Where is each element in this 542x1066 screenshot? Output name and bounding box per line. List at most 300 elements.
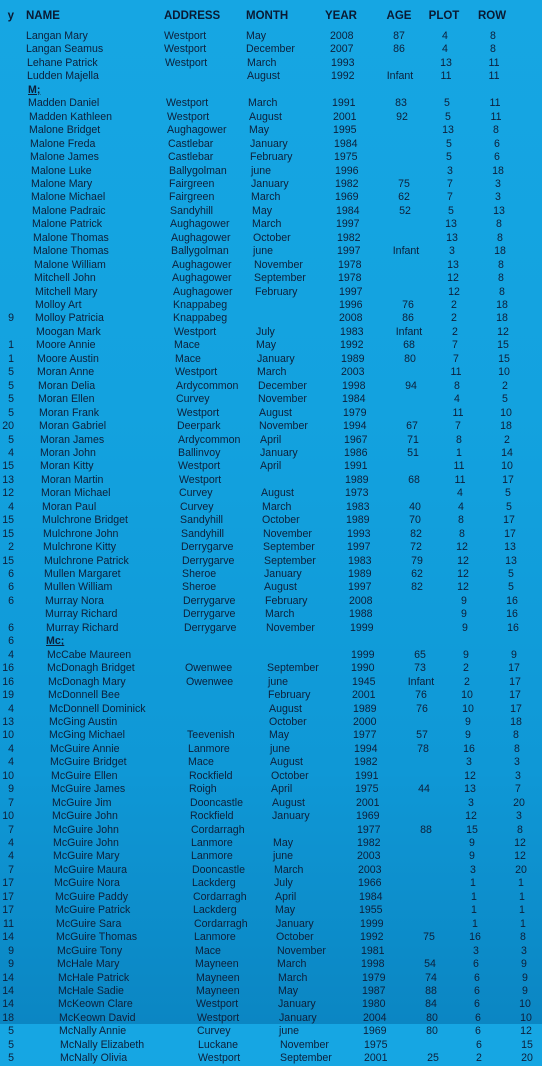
row-plot: 12 [456, 541, 468, 554]
row-month: November [259, 420, 308, 433]
row-year: 1989 [345, 473, 369, 486]
row-plot: 2 [451, 312, 457, 325]
row-month: February [250, 151, 293, 164]
row-year: 1975 [364, 1038, 388, 1051]
header-pre: y [7, 10, 14, 22]
row-age: Infant [395, 325, 423, 338]
row-year: 1996 [339, 299, 363, 311]
row-name: Malone Padraic [32, 204, 106, 217]
row-month: November [266, 621, 315, 634]
row-prefix: 5 [8, 406, 14, 419]
row-age: 82 [410, 527, 422, 540]
row-prefix: 10 [2, 810, 14, 823]
row-year: 1978 [338, 272, 362, 285]
row-address: Aughagower [171, 231, 231, 244]
row-row: 3 [495, 191, 501, 204]
row-year: 2007 [330, 43, 354, 56]
header-address: ADDRESS [164, 10, 221, 22]
table-row [0, 124, 514, 137]
row-plot: 7 [452, 339, 458, 352]
row-prefix: 10 [2, 729, 14, 742]
row-address: Dooncastle [190, 796, 243, 809]
table-row [0, 366, 514, 379]
row-year: 1983 [340, 325, 364, 338]
row-name: Mitchell John [34, 272, 96, 285]
row-name: Moran John [40, 446, 96, 459]
row-row: 10 [520, 1011, 532, 1024]
row-name: Malone Mary [31, 177, 93, 190]
row-row: 7 [515, 783, 521, 796]
row-prefix: 5 [8, 366, 14, 379]
row-address: Lanmore [191, 850, 233, 863]
row-prefix: 7 [8, 796, 14, 809]
row-row: 12 [514, 850, 526, 863]
row-name: McGuire John [52, 810, 118, 823]
row-year: 1984 [336, 204, 360, 217]
row-row: 9 [522, 971, 528, 984]
row-age: 80 [404, 352, 416, 365]
table-row [0, 218, 514, 231]
row-year: 2004 [363, 1011, 387, 1024]
row-year: 1998 [342, 379, 366, 392]
row-month: January [276, 917, 314, 930]
row-year: 1992 [340, 339, 364, 352]
row-address: Knappabeg [173, 312, 228, 325]
row-prefix: 6 [8, 635, 14, 648]
row-month: june [270, 742, 291, 755]
header-year: YEAR [325, 10, 357, 22]
row-age: 75 [398, 177, 410, 190]
row-address: Aughagower [173, 285, 233, 298]
table-row [0, 662, 520, 675]
row-age: 44 [418, 783, 430, 796]
row-row: 20 [513, 796, 525, 809]
row-name: Malone Luke [31, 164, 92, 177]
row-address: Lackderg [192, 877, 236, 890]
row-month: November [263, 527, 312, 540]
row-plot: 9 [462, 621, 468, 634]
row-name: Murray Richard [46, 621, 119, 634]
row-name: Malone Freda [30, 137, 96, 150]
row-row: 10 [501, 460, 513, 473]
row-row: 5 [502, 393, 508, 406]
row-plot: 5 [446, 137, 452, 150]
row-prefix: 6 [8, 594, 14, 607]
row-address: Curvey [197, 1025, 231, 1038]
row-year: 1982 [357, 837, 381, 849]
row-month: October [269, 715, 307, 728]
row-month: December [246, 43, 295, 56]
table-row [0, 97, 514, 110]
row-name: Ludden Majella [27, 70, 99, 83]
row-year: 1997 [348, 581, 372, 594]
row-name: Moran Delia [38, 379, 96, 392]
row-year: 1988 [349, 608, 373, 621]
row-month: April [271, 783, 293, 796]
row-prefix: 13 [2, 715, 14, 728]
row-name: McCabe Maureen [47, 648, 132, 661]
row-year: 1973 [345, 487, 369, 500]
row-row: 13 [493, 204, 505, 217]
row-age: 62 [411, 568, 423, 580]
row-row: 3 [515, 769, 521, 782]
row-year: 1979 [362, 971, 386, 984]
row-year: 1989 [346, 514, 370, 527]
row-year: 1982 [354, 756, 378, 769]
row-year: 1984 [334, 137, 358, 150]
row-prefix: 11 [3, 917, 14, 930]
row-year: 2008 [349, 594, 373, 607]
row-month: September [267, 662, 319, 675]
row-row: 8 [490, 30, 496, 42]
row-address: Owenwee [185, 662, 233, 675]
row-address: Ballygolman [171, 245, 229, 258]
row-address: Sandyhill [170, 204, 213, 217]
row-address: Sandyhill [180, 514, 223, 527]
row-year: 1982 [337, 231, 361, 244]
row-name: Langan Mary [26, 30, 88, 42]
row-plot: 7 [447, 191, 453, 204]
row-row: 8 [520, 931, 526, 944]
row-year: 2008 [330, 30, 354, 42]
row-year: 1955 [359, 904, 383, 917]
row-year: 1982 [335, 177, 359, 190]
row-plot: 6 [475, 1025, 481, 1038]
table-row [0, 541, 514, 554]
row-address: Lanmore [191, 837, 233, 849]
row-row: 5 [508, 581, 514, 594]
row-year: 1987 [362, 984, 386, 997]
row-plot: 12 [457, 554, 469, 567]
row-name: Lehane Patrick [27, 56, 98, 69]
row-row: 18 [492, 164, 504, 177]
row-year: 1991 [344, 460, 368, 473]
row-address: Aughagower [170, 218, 230, 231]
header-age: AGE [386, 10, 412, 22]
row-plot: 6 [473, 958, 479, 971]
row-row: 17 [509, 675, 521, 688]
table-row [0, 272, 514, 285]
row-month: August [269, 702, 302, 715]
row-year: 2003 [357, 850, 381, 863]
row-name: Molloy Patricia [35, 312, 104, 325]
row-address: Rockfield [189, 769, 233, 782]
row-age: 87 [393, 30, 405, 42]
row-plot: 1 [472, 917, 478, 930]
table-row [0, 729, 519, 742]
table-row [0, 407, 514, 420]
row-month: August [247, 70, 280, 83]
row-month: July [256, 325, 275, 338]
row-month: April [260, 433, 282, 446]
row-plot: 13 [464, 783, 476, 796]
row-prefix: 15 [2, 554, 14, 567]
row-address: Westport [175, 366, 218, 379]
row-address: Castlebar [168, 137, 214, 150]
row-name: McGuire Paddy [55, 890, 129, 903]
row-row: 10 [500, 406, 512, 419]
row-name: McKeown Clare [58, 998, 133, 1011]
row-address: Dooncastle [192, 863, 245, 876]
row-row: 9 [511, 648, 517, 661]
row-month: November [277, 944, 326, 957]
row-address: Knappabeg [173, 299, 228, 311]
row-name: McGuire Mary [53, 850, 120, 863]
table-row [0, 434, 514, 447]
row-address: Lanmore [194, 931, 236, 944]
row-plot: 8 [459, 527, 465, 540]
row-plot: 6 [474, 984, 480, 997]
row-address: Cordarragh [193, 890, 247, 903]
table-row [0, 675, 521, 689]
row-row: 18 [500, 420, 512, 433]
row-age: 79 [411, 554, 423, 567]
row-month: August [249, 110, 282, 123]
section-heading-row [0, 635, 514, 648]
row-row: 20 [515, 863, 527, 876]
row-month: May [246, 30, 267, 42]
row-year: 2003 [341, 366, 365, 379]
row-address: Westport [197, 1011, 240, 1024]
row-year: 1992 [331, 70, 355, 83]
row-plot: 6 [474, 971, 480, 984]
row-name: Moran Gabriel [39, 420, 107, 433]
row-address: Westport [198, 1052, 241, 1065]
row-month: june [253, 245, 274, 258]
row-row: 8 [490, 43, 496, 56]
row-address: Owenwee [186, 675, 234, 688]
table-row [0, 178, 514, 191]
row-name: McNally Olivia [60, 1052, 128, 1065]
row-year: 1979 [343, 406, 367, 419]
row-year: 1975 [334, 151, 358, 164]
table-row [0, 447, 514, 460]
row-name: McHale Mary [57, 958, 120, 971]
row-address: Sheroe [182, 581, 217, 594]
row-name: Murray Nora [45, 594, 104, 607]
row-age: 54 [424, 958, 436, 971]
row-address: Ballygolman [169, 164, 227, 177]
row-row: 18 [496, 299, 508, 311]
row-plot: 13 [445, 218, 457, 231]
row-address: Fairgreen [169, 177, 215, 190]
row-age: 92 [396, 110, 408, 123]
table-row [0, 286, 514, 299]
row-year: 1989 [353, 702, 377, 715]
row-year: 1977 [353, 729, 377, 742]
row-plot: 8 [454, 379, 460, 392]
row-month: March [277, 958, 307, 971]
row-plot: 6 [476, 1038, 482, 1051]
row-address: Westport [164, 43, 207, 56]
row-plot: 3 [449, 245, 455, 258]
row-prefix: 4 [8, 850, 14, 863]
row-row: 15 [498, 352, 510, 365]
row-year: 1978 [338, 258, 362, 271]
row-year: 1984 [359, 890, 383, 903]
row-year: 1983 [348, 554, 372, 567]
row-year: 1991 [355, 769, 379, 782]
row-name: Murray Richard [45, 608, 118, 621]
row-prefix: 16 [2, 675, 14, 688]
row-name: McGuire Nora [54, 877, 120, 890]
row-row: 11 [489, 97, 501, 110]
row-month: October [262, 514, 300, 527]
row-prefix: 1 [8, 339, 14, 352]
table-row [0, 958, 527, 971]
row-year: 1989 [341, 352, 365, 365]
row-plot: 12 [457, 568, 469, 580]
row-address: Roigh [189, 783, 217, 796]
row-month: March [265, 608, 295, 621]
row-age: 68 [408, 473, 420, 486]
table-row [0, 57, 514, 70]
table-row [0, 528, 514, 541]
row-year: 2001 [333, 110, 357, 123]
row-name: McGuire Ellen [51, 769, 118, 782]
row-plot: 4 [442, 30, 448, 42]
row-plot: 11 [450, 366, 462, 379]
row-month: July [274, 877, 293, 890]
row-plot: 3 [473, 944, 479, 957]
row-row: 12 [497, 325, 509, 338]
row-name: McDonnell Dominick [49, 702, 146, 715]
section-heading-row [0, 84, 514, 97]
row-age: 51 [407, 446, 419, 459]
row-month: March [257, 366, 287, 379]
row-month: October [253, 231, 291, 244]
row-address: Sheroe [182, 568, 217, 580]
row-name: Moran Ellen [38, 393, 95, 406]
row-year: 2001 [356, 796, 380, 809]
row-address: Lanmore [188, 742, 230, 755]
row-month: January [251, 177, 289, 190]
row-age: 82 [411, 581, 423, 594]
table-row [0, 138, 514, 151]
row-year: 1967 [344, 433, 368, 446]
row-address: Curvey [180, 500, 214, 513]
table-row [0, 1011, 532, 1025]
row-year: 1990 [351, 662, 375, 675]
row-prefix: 1 [8, 352, 14, 365]
row-row: 2 [502, 379, 508, 392]
row-row: 17 [502, 473, 514, 486]
table-row [0, 904, 525, 917]
row-address: Derrygarve [181, 541, 234, 554]
row-address: Curvey [176, 393, 210, 406]
table-row [0, 823, 523, 837]
row-year: 2008 [339, 312, 363, 325]
row-row: 6 [494, 151, 500, 164]
row-year: 1975 [355, 783, 379, 796]
table-row [0, 568, 514, 581]
row-prefix: 15 [2, 514, 14, 527]
row-prefix: 5 [8, 393, 14, 406]
row-prefix: 9 [8, 958, 14, 971]
row-address: Westport [177, 406, 220, 419]
row-year: 1989 [348, 568, 372, 580]
row-prefix: 9 [8, 312, 14, 325]
row-name: Malone Patrick [32, 218, 103, 231]
row-age: 78 [417, 742, 429, 755]
row-name: Moore Austin [37, 352, 99, 365]
row-plot: 8 [456, 433, 462, 446]
row-month: February [265, 594, 308, 607]
row-prefix: 4 [8, 648, 14, 661]
table-row [0, 474, 514, 487]
row-prefix: 5 [8, 1025, 14, 1038]
row-row: 8 [499, 285, 505, 298]
table-row [0, 850, 526, 863]
row-month: june [251, 164, 272, 177]
row-prefix: 6 [8, 568, 14, 580]
row-row: 8 [498, 258, 504, 271]
row-month: January [279, 1011, 317, 1024]
row-plot: 5 [446, 151, 452, 164]
table-row [0, 393, 514, 406]
row-month: August [270, 756, 303, 769]
row-month: August [261, 487, 294, 500]
row-plot: 16 [469, 931, 481, 944]
row-year: 1993 [331, 56, 355, 69]
row-address: Ardycommon [178, 433, 241, 446]
row-address: Westport [165, 56, 208, 69]
row-name: McGuire John [53, 823, 119, 836]
row-month: November [280, 1038, 329, 1051]
row-name: McDonnell Bee [48, 689, 120, 702]
row-row: 3 [514, 756, 520, 769]
row-name: McGuire Bridget [50, 756, 127, 769]
row-prefix: 7 [8, 863, 14, 876]
row-name: Madden Kathleen [29, 110, 113, 123]
row-name: McDonagh Mary [48, 675, 126, 688]
row-row: 16 [506, 608, 518, 621]
row-prefix: 2 [8, 541, 14, 554]
row-row: 10 [519, 998, 531, 1011]
row-month: May [278, 984, 299, 997]
row-plot: 13 [442, 124, 454, 137]
row-address: Mace [195, 944, 221, 957]
row-row: 17 [509, 689, 521, 702]
row-row: 1 [520, 917, 526, 930]
row-row: 16 [506, 594, 518, 607]
row-address: Westport [174, 325, 217, 338]
row-plot: 4 [457, 487, 463, 500]
row-name: Madden Daniel [28, 97, 100, 110]
row-plot: 12 [447, 272, 459, 285]
row-name: Moran Kitty [40, 460, 94, 473]
row-age: 80 [426, 1025, 438, 1038]
row-row: 18 [496, 312, 508, 325]
table-row [0, 1052, 533, 1065]
row-address: Cordarragh [191, 823, 245, 836]
row-row: 11 [490, 110, 502, 123]
header-row: ROW [477, 10, 507, 22]
row-year: 1966 [358, 877, 382, 890]
row-name: Moran Paul [42, 500, 97, 513]
row-month: September [264, 554, 316, 567]
row-year: 1997 [336, 218, 360, 231]
row-plot: 3 [470, 863, 476, 876]
row-plot: 2 [451, 299, 457, 311]
row-prefix: 15 [2, 527, 14, 540]
row-address: Westport [167, 110, 210, 123]
row-address: Aughagower [172, 272, 232, 285]
row-year: 1983 [346, 500, 370, 513]
row-row: 9 [522, 984, 528, 997]
table-row [0, 312, 514, 325]
row-plot: 4 [458, 500, 464, 513]
